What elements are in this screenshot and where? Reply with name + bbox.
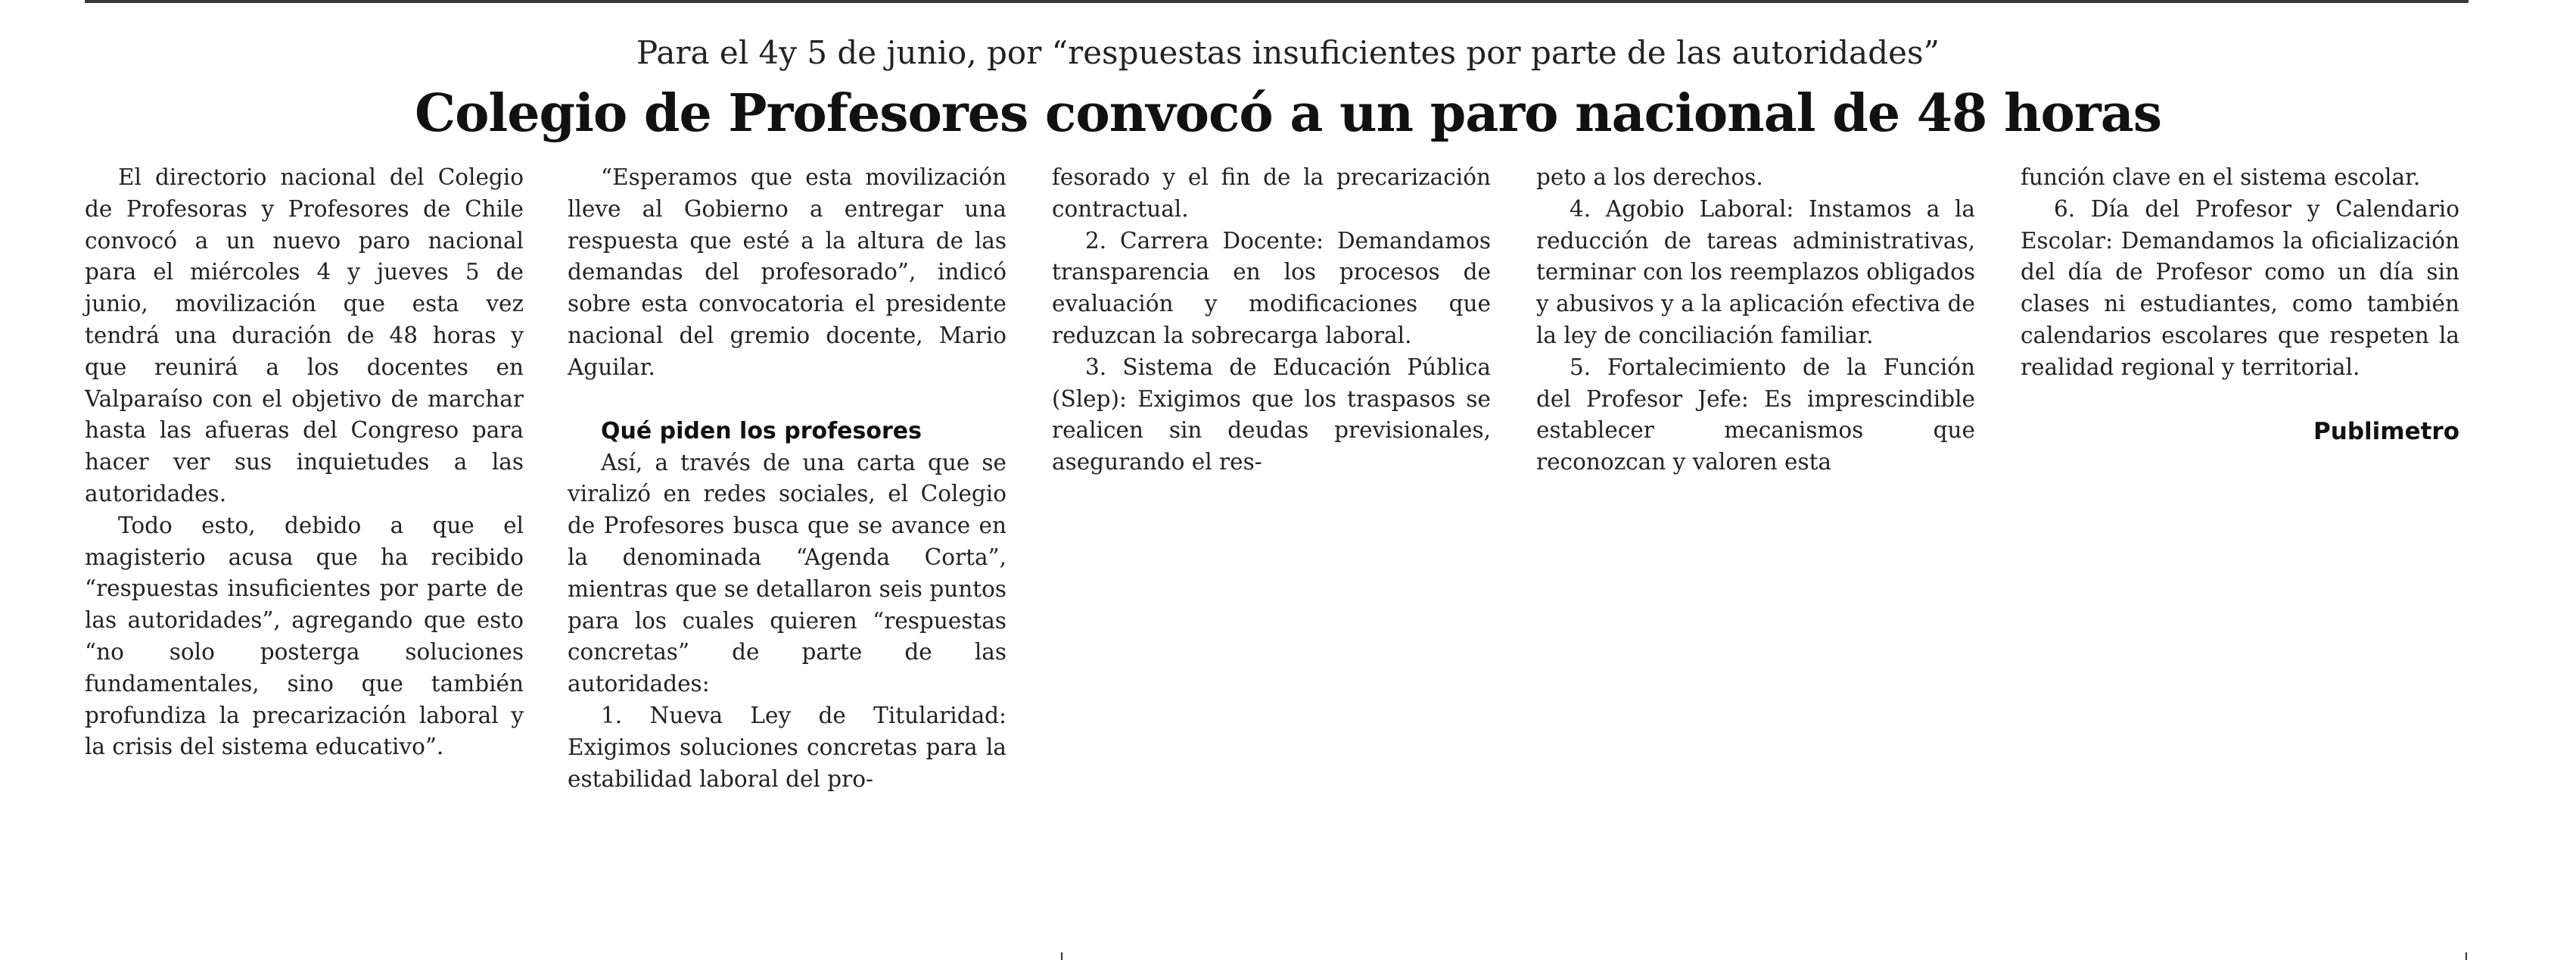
paragraph: 5. Fortalecimiento de la Función del Profesor Jefe: Es imprescindible establecer mecanismos que reconozcan y valoren esta [1536,354,1975,475]
paragraph: El directorio nacional del Colegio de Profesoras y Profesores de Chile convocó a un nuevo paro nacional para el miércoles 4 y jueves 5 de junio, movilización que esta vez tendrá una duración de 48 horas y que reunirá a los docentes en Valparaíso con el objetivo de marchar hasta las afueras del Congreso para hacer ver sus inquietudes a las autoridades. [85,164,524,506]
top-rule [85,0,2469,3]
paragraph: 1. Nueva Ley de Titularidad: Exigimos soluciones concretas para la estabilidad laboral del pro- [568,702,1006,792]
article-column-5 [2021,162,2459,447]
article-column-1 [85,162,524,763]
paragraph: 6. Día del Profesor y Calendario Escolar: Demandamos la oficialización del día de Profesor como un día sin clases ni estudiantes, como también calendarios escolares que respeten la realidad regional y territorial. [2021,195,2459,380]
paragraph: peto a los derechos. [1536,164,1763,190]
paragraph: 3. Sistema de Educación Pública (Slep): Exigimos que los traspasos se realicen sin deudas previsionales, asegurando el res- [1052,354,1491,475]
headline: Colegio de Profesores convocó a un paro nacional de 48 horas [414,83,2162,144]
section-subhead: Qué piden los profesores [601,417,922,444]
paragraph: 2. Carrera Docente: Demandamos transparencia en los procesos de evaluación y modificaciones que reduzcan la sobrecarga laboral. [1052,227,1491,348]
crop-mark [2466,952,2467,960]
paragraph: función clave en el sistema escolar. [2021,164,2421,190]
paragraph: 4. Agobio Laboral: Instamos a la reducción de tareas administrativas, terminar con los reemplazos obligados y abusivos y a la aplicación efectiva de la ley de conciliación familiar. [1536,195,1975,348]
paragraph: fesorado y el fin de la precarización contractual. [1052,164,1491,222]
article-column-4 [1536,162,1975,478]
paragraph: “Esperamos que esta movilización lleve al Gobierno a entregar una respuesta que esté a la altura de las demandas del profesorado”, indicó sobre esta convocatoria el presidente nacional del gremio docente, Mario Aguilar. [568,164,1006,380]
paragraph: Todo esto, debido a que el magisterio acusa que ha recibido “respuestas insuficientes por parte de las autoridades”, agregando que esto “no solo posterga soluciones fundamentales, sino que también profundiza la precarización laboral y la crisis del sistema educativo”. [85,512,524,760]
article-column-3 [1052,162,1491,478]
article-column-2 [568,162,1006,795]
crop-mark [1061,952,1062,960]
kicker: Para el 4y 5 de junio, por “respuestas insuficientes por parte de las autoridades” [636,34,1940,71]
paragraph: Así, a través de una carta que se viralizó en redes sociales, el Colegio de Profesores busca que se avance en la denominada “Agenda Corta”, mientras que se detallaron seis puntos para los cuales quieren “respuestas concretas” de parte de las autoridades: [568,449,1006,697]
source-credit: Publimetro [2313,417,2459,445]
